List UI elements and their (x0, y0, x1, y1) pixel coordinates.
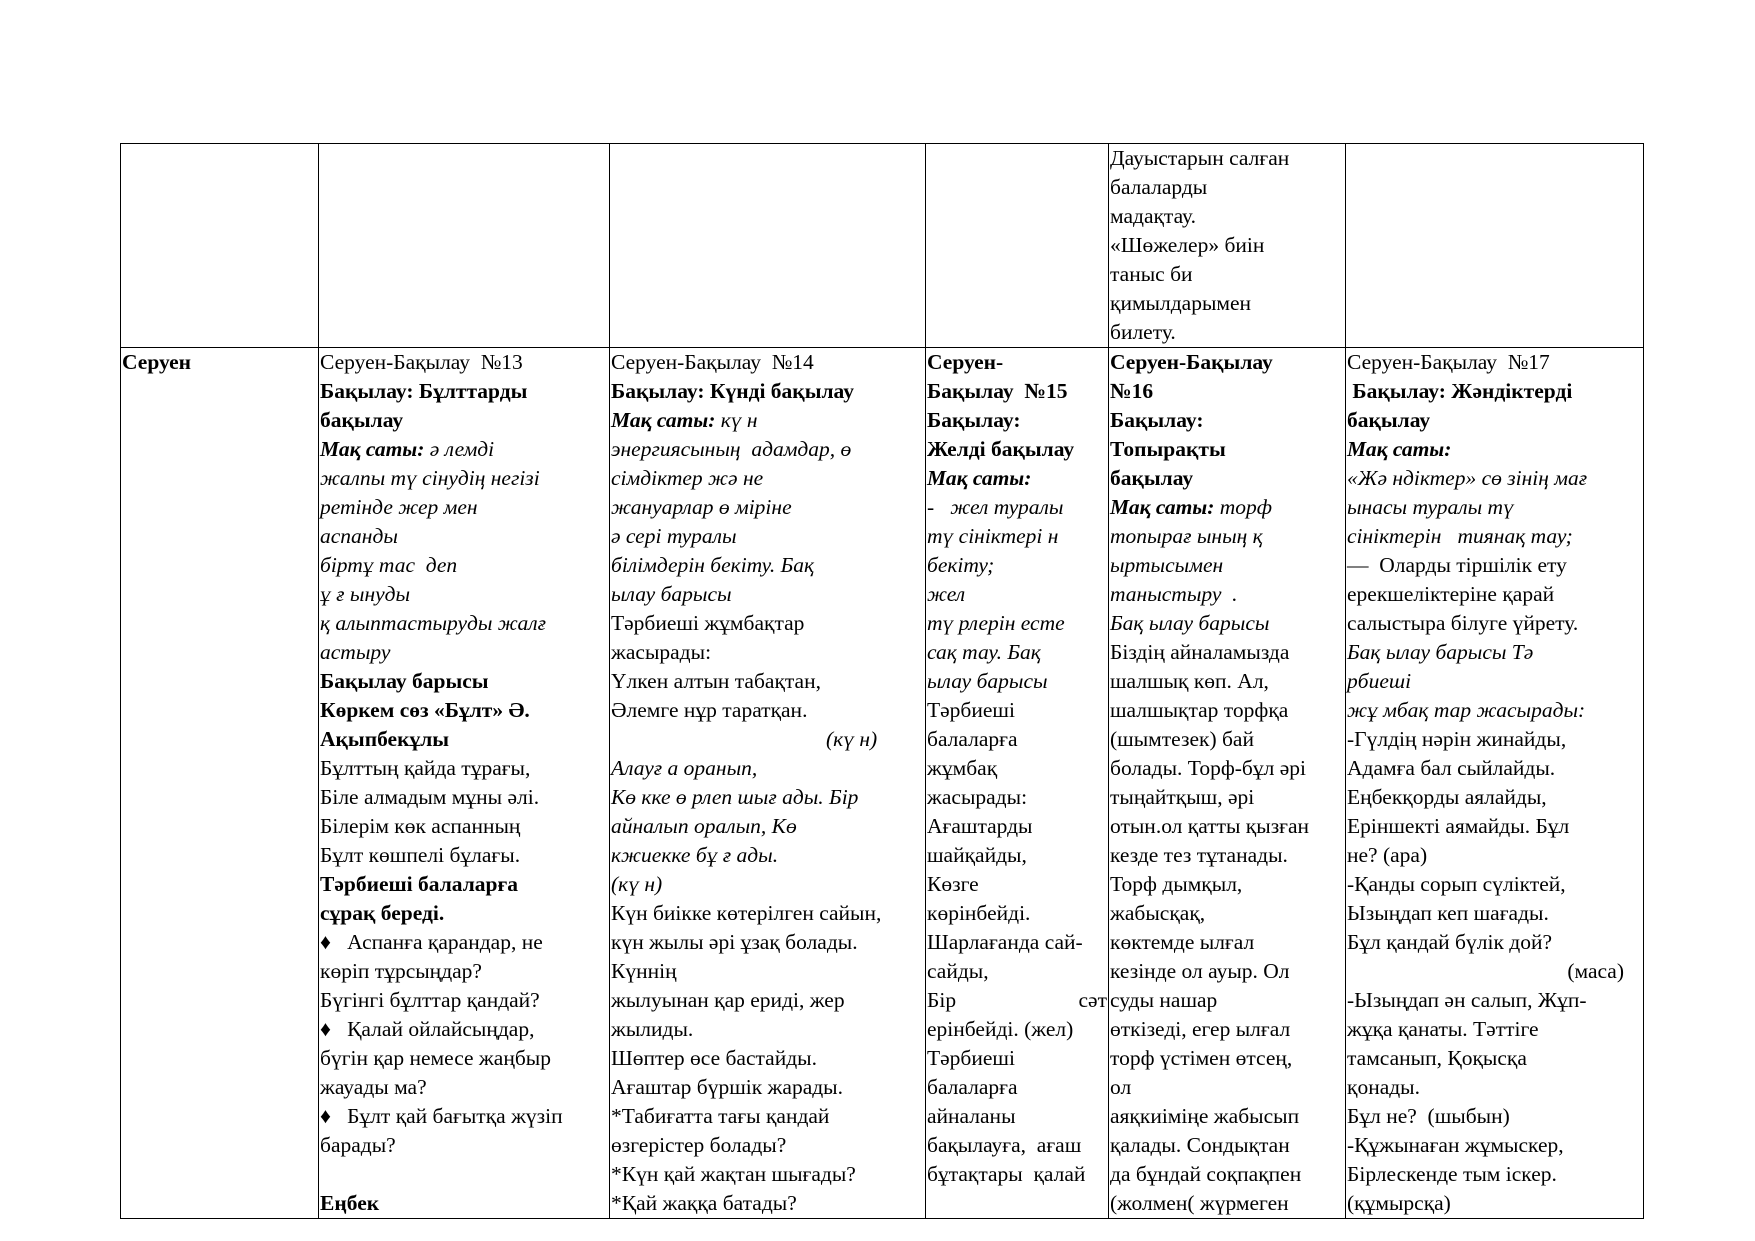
text-line: Мақ саты: (1110, 495, 1215, 519)
text-line: балаларға (927, 727, 1018, 751)
text-line: энергиясының адамдар, ө (611, 437, 852, 461)
text-line: отын.ол қатты қызған (1110, 814, 1310, 838)
text-line: сімдіктер жә не (611, 466, 764, 490)
text-line: Мақ саты: (320, 437, 425, 461)
text-line: сайды, (927, 959, 989, 983)
text-line: балаларға (927, 1075, 1018, 1099)
text-line: күн жылы әрі ұзақ болады. (611, 930, 858, 954)
text-line: Желді бақылау (927, 437, 1075, 461)
text-line: өткізеді, егер ылғал (1110, 1017, 1291, 1041)
text-line: кезінде ол ауыр. Ол (1110, 959, 1290, 983)
text-line: Алауғ а оранып, (611, 756, 758, 780)
text-line: ерекшеліктеріне қарай (1347, 582, 1555, 606)
text-line-justified (927, 986, 1107, 1015)
text-word: Бір (927, 988, 957, 1012)
cell-observation-13 (319, 348, 610, 1219)
text-line: Көркем сөз «Бұлт» Ә. (320, 698, 530, 722)
text-line: шайқайды, (927, 843, 1027, 867)
text-line: ♦ Қалай ойлайсыңдар, (320, 1017, 535, 1041)
text-line: жануарлар ө міріне (611, 495, 792, 519)
text-line: өзгерістер болады? (611, 1133, 787, 1157)
text-line: (кү н) (826, 727, 878, 751)
text-line: Дауыстарын салған (1110, 146, 1290, 170)
text-line: бақылауға, ағаш (927, 1133, 1082, 1157)
text-line: Біле алмадым мұны әлі. (320, 785, 540, 809)
text-line: балаларды (1110, 175, 1208, 199)
text-line: Серуен- (927, 350, 1004, 374)
text-line: тыңайтқыш, әрі (1110, 785, 1255, 809)
blank-line (320, 1160, 608, 1189)
text-line: кезде тез тұтанады. (1110, 843, 1288, 867)
table-row-continued (121, 144, 1644, 348)
cell-r1-c1 (319, 144, 610, 348)
cell-observation-17 (1346, 348, 1644, 1219)
cell-observation-16 (1109, 348, 1346, 1219)
text-line: да бұндай соқпақпен (1110, 1162, 1302, 1186)
text-line: мадақтау. (1110, 204, 1197, 228)
text-line: Серуен-Бақылау №17 (1347, 350, 1550, 374)
text-line: -Құжынаған жұмыскер, (1347, 1133, 1564, 1157)
text-line: жылуынан қар ериді, жер (611, 988, 845, 1012)
text-line: ол (1110, 1075, 1132, 1099)
text-line: *Күн қай жақтан шығады? (611, 1162, 856, 1186)
text-line: (кү н) (611, 872, 663, 896)
text-line: *Қай жаққа батады? (611, 1191, 797, 1215)
daily-plan-table (120, 143, 1644, 1219)
text-line: Мақ саты: (611, 408, 716, 432)
text-line: жел (927, 582, 966, 606)
text-line: Шарлағанда сай- (927, 930, 1083, 954)
text-line: Бақ ылау барысы Тә (1347, 640, 1534, 664)
text-line: Бұлттың қайда тұрағы, (320, 756, 531, 780)
text-line: ♦ Аспанға қарандар, не (320, 930, 543, 954)
text-line: (жолмен( жүрмеген (1110, 1191, 1289, 1215)
cell-r1-c5 (1346, 144, 1644, 348)
text-line: бақылау (320, 408, 404, 432)
text-line: Бақылау: (1110, 408, 1204, 432)
text-line: болады. Торф-бұл әрі (1110, 756, 1306, 780)
text-line: Бақылау: Жәндіктерді (1347, 379, 1573, 403)
text-line: Бақылау барысы (320, 669, 489, 693)
text-line: кжиекке бұ ғ ады. (611, 843, 779, 867)
text-line: Серуен-Бақылау №13 (320, 350, 523, 374)
text-line: жабысқақ, (1110, 901, 1206, 925)
text-line: суды нашар (1110, 988, 1218, 1012)
text-line: Серуен-Бақылау (1110, 350, 1273, 374)
text-line: Күннің (611, 959, 677, 983)
text-line: -Ызыңдап ән салып, Жұп- (1347, 988, 1587, 1012)
text-line: Тәрбиеші (927, 1046, 1015, 1070)
text-line: біртұ тас деп (320, 553, 458, 577)
text-line: Бақылау: Бұлттарды (320, 379, 528, 403)
text-line: бақылау (1110, 466, 1194, 490)
text-line: таныстыру . (1110, 582, 1238, 606)
text-line: Тәрбиеші (927, 698, 1015, 722)
text-line: таныс би (1110, 262, 1193, 286)
text-line: айналып оралып, Кө (611, 814, 797, 838)
text-line: ылау барысы (611, 582, 732, 606)
text-line: Бұлт көшпелі бұлағы. (320, 843, 521, 867)
text-line: Бірлескенде тым іскер. (1347, 1162, 1557, 1186)
text-line: бұтақтары қалай (927, 1162, 1086, 1186)
text-line: тү рлерін есте (927, 611, 1065, 635)
text-line: тү сініктері н (927, 524, 1059, 548)
text-line: жалпы тү сінудің негізі (320, 466, 540, 490)
text-line: Ағаштар бүршік жарады. (611, 1075, 844, 1099)
cell-r1-c4 (1109, 144, 1346, 348)
text-line: Кө кке ө рлеп шығ ады. Бір (611, 785, 859, 809)
text-line: сақ тау. Бақ (927, 640, 1041, 664)
text-line: торф үстімен өтсең, (1110, 1046, 1293, 1070)
text-line: Білерім көк аспанның (320, 814, 521, 838)
text-line: ыртысымен (1110, 553, 1224, 577)
cell-row-label (121, 348, 319, 1219)
text-line: астыру (320, 640, 391, 664)
text-line: ♦ Бұлт қай бағытқа жүзіп (320, 1104, 563, 1128)
text-line: бекіту; (927, 553, 995, 577)
text-line: Ақыпбекұлы (320, 727, 450, 751)
text-line: Бүгінгі бұлттар қандай? (320, 988, 540, 1012)
text-line: Еріншекті аямайды. Бұл (1347, 814, 1570, 838)
cell-r1-label (121, 144, 319, 348)
text-line: жауады ма? (320, 1075, 427, 1099)
text-line: Бақылау №15 (927, 379, 1068, 403)
text-line: жасырады: (927, 785, 1028, 809)
text-line: шалшық көп. Ал, (1110, 669, 1269, 693)
text-line: жылиды. (611, 1017, 694, 1041)
text-line: «Жә ндіктер» сө зінің мағ (1347, 466, 1588, 490)
text-line: ерінбейді. (жел) (927, 1017, 1074, 1041)
text-line: қимылдарымен (1110, 291, 1252, 315)
text-line: Бұл не? (шыбын) (1347, 1104, 1510, 1128)
text-line: -Қанды сорып сүліктей, (1347, 872, 1566, 896)
text-line: ынасы туралы тү (1347, 495, 1514, 519)
text-line: айналаны (927, 1104, 1016, 1128)
text-line: Бақылау: (927, 408, 1021, 432)
text-line: Еңбекқорды аялайды, (1347, 785, 1547, 809)
text-line: ұ ғ ынуды (320, 582, 411, 606)
text-line: барады? (320, 1133, 396, 1157)
text-line: кү н (715, 408, 758, 432)
row-label: Серуен (122, 350, 192, 374)
text-line: Бақылау: Күнді бақылау (611, 379, 854, 403)
cell-r1-c3 (926, 144, 1109, 348)
text-line: Үлкен алтын табақтан, (611, 669, 821, 693)
text-word: сәт (1078, 988, 1107, 1012)
text-line: бақылау (1347, 408, 1431, 432)
text-line: қонады. (1347, 1075, 1421, 1099)
text-line: (шымтезек) бай (1110, 727, 1254, 751)
text-line: ә лемді (424, 437, 495, 461)
text-line: «Шөжелер» биін (1110, 233, 1265, 257)
text-line: Бұл қандай бүлік дой? (1347, 930, 1553, 954)
text-line: Адамға бал сыйлайды. (1347, 756, 1556, 780)
text-line: (құмырсқа) (1347, 1191, 1451, 1215)
text-line: салыстыра білуге үйрету. (1347, 611, 1579, 635)
text-line: көріп тұрсыңдар? (320, 959, 482, 983)
text-line: Мақ саты: (1347, 437, 1452, 461)
text-line: Ызыңдап кеп шағады. (1347, 901, 1549, 925)
text-line: ылау барысы (927, 669, 1048, 693)
text-line: билету. (1110, 320, 1176, 344)
text-line: Серуен-Бақылау №14 (611, 350, 814, 374)
text-line: шалшықтар торфқа (1110, 698, 1289, 722)
text-line: топырағ ының қ (1110, 524, 1263, 548)
text-line: жұмбақ (927, 756, 998, 780)
text-line: бүгін қар немесе жаңбыр (320, 1046, 551, 1070)
text-line: не? (ара) (1347, 843, 1428, 867)
text-line: жұқа қанаты. Тәттіге (1347, 1017, 1539, 1041)
text-line: жұ мбақ тар жасырады: (1347, 698, 1586, 722)
text-line: Еңбек (320, 1191, 380, 1215)
text-line: (маса) (1567, 959, 1624, 983)
text-line: көрінбейді. (927, 901, 1031, 925)
text-line: Біздің айналамызда (1110, 640, 1290, 664)
text-line: Тәрбиеші жұмбақтар (611, 611, 805, 635)
cell-observation-15 (926, 348, 1109, 1219)
text-line: торф (1214, 495, 1273, 519)
text-line: тамсанып, Қоқысқа (1347, 1046, 1527, 1070)
text-line: қалады. Сондықтан (1110, 1133, 1290, 1157)
text-line: Көзге (927, 872, 979, 896)
text-line: білімдерін бекіту. Бақ (611, 553, 815, 577)
text-line: *Табиғатта тағы қандай (611, 1104, 830, 1128)
text-line: — Оларды тіршілік ету (1347, 553, 1567, 577)
text-line: ә сері туралы (611, 524, 737, 548)
text-line: Әлемге нұр таратқан. (611, 698, 808, 722)
text-line: Бақ ылау барысы (1110, 611, 1270, 635)
text-line: Торф дымқыл, (1110, 872, 1243, 896)
text-line: Тәрбиеші балаларға (320, 872, 518, 896)
cell-r1-c2 (610, 144, 926, 348)
text-line: - жел туралы (927, 495, 1064, 519)
text-line: -Гүлдің нәрін жинайды, (1347, 727, 1567, 751)
cell-observation-14 (610, 348, 926, 1219)
text-line: Мақ саты: (927, 466, 1032, 490)
text-line: аспанды (320, 524, 398, 548)
text-line: Шөптер өсе бастайды. (611, 1046, 817, 1070)
text-line: ретінде жер мен (320, 495, 478, 519)
text-line: Ағаштарды (927, 814, 1033, 838)
table-row-walk (121, 348, 1644, 1219)
text-line: Күн биікке көтерілген сайын, (611, 901, 882, 925)
text-line: Топырақты (1110, 437, 1226, 461)
text-line: рбиеші (1347, 669, 1412, 693)
text-line: жасырады: (611, 640, 712, 664)
text-line: аяқкиіміңе жабысып (1110, 1104, 1300, 1128)
text-line: сұрақ береді. (320, 901, 445, 925)
text-line: көктемде ылғал (1110, 930, 1255, 954)
text-line: сініктерін тиянақ тау; (1347, 524, 1573, 548)
text-line: қ алыптастыруды жалғ (320, 611, 547, 635)
text-line: №16 (1110, 379, 1154, 403)
